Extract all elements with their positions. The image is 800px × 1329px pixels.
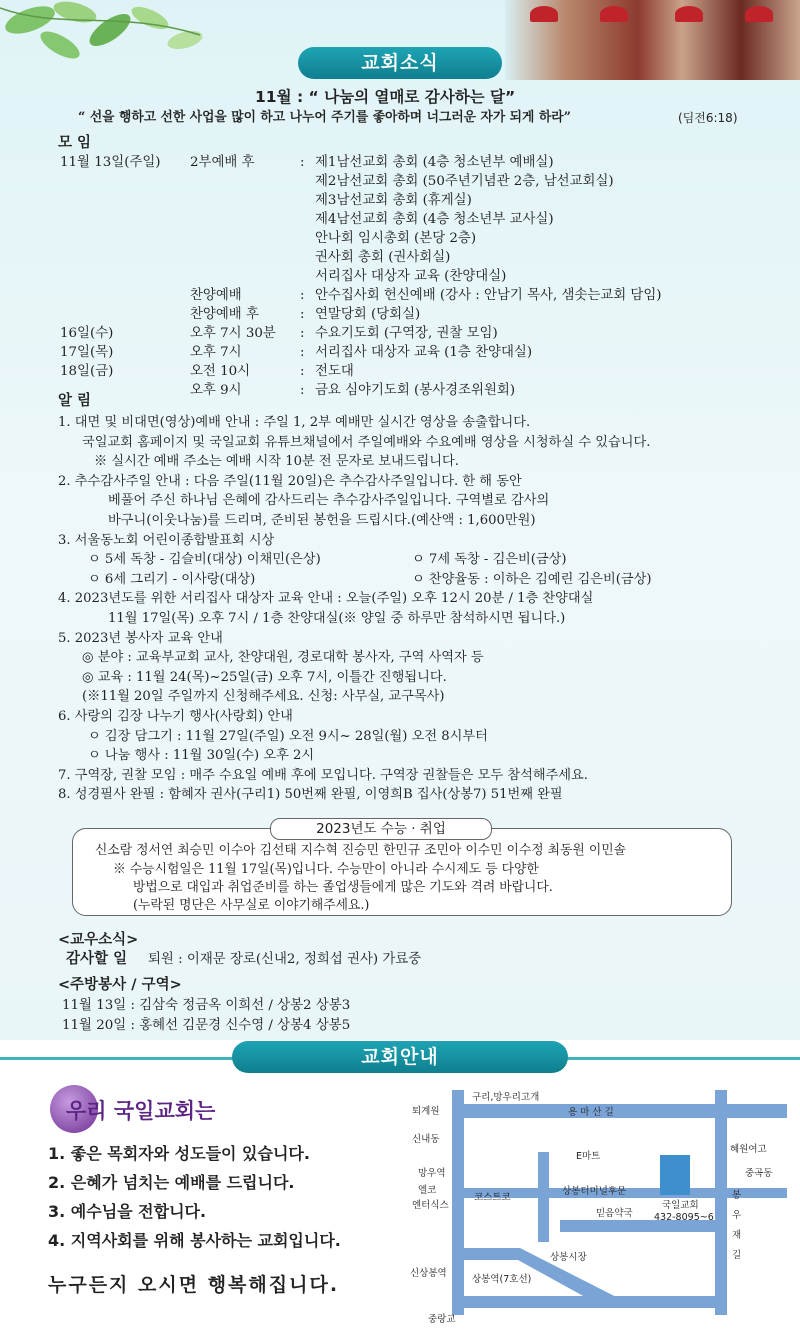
meeting-desc: 제1남선교회 총회 (4층 청소년부 예배실) (315, 155, 554, 170)
map-label-junggok: 중곡동 (745, 1168, 773, 1179)
meeting-sep: : (300, 155, 305, 170)
leaves-decoration (0, 0, 240, 80)
map-label-sangbong-station: 상봉역(7호선) (472, 1274, 532, 1285)
meeting-desc: 안수집사회 헌신예배 (강사 : 안남기 목사, 샘솟는교회 담임) (315, 288, 662, 303)
guide-item-1: 1. 좋은 목회자와 성도들이 있습니다. (48, 1144, 310, 1163)
meeting-time: 오후 9시 (190, 383, 242, 398)
map-label-gil: 길 (732, 1250, 742, 1261)
meeting-sep: : (300, 364, 305, 379)
map-label-pharmacy: 믿음약국 (596, 1208, 633, 1219)
kitchen-line-2: 11월 20일 : 홍혜선 김문경 신수영 / 상봉4 상봉5 (62, 1018, 351, 1033)
verse-reference: (딤전6:18) (678, 111, 738, 125)
meeting-desc: 전도대 (315, 364, 354, 379)
members-heading: <교우소식> (58, 932, 139, 948)
map-label-sinnae: 신내동 (412, 1134, 440, 1145)
meeting-time: 2부예배 후 (190, 155, 255, 170)
map-label-jae: 재 (732, 1230, 742, 1241)
meeting-time: 오후 7시 30분 (190, 326, 276, 341)
exam-box-label: 2023년도 수능 · 취업 (270, 818, 492, 840)
meeting-desc: 권사회 총회 (권사회실) (315, 250, 451, 265)
notice-line: ㅇ 찬양율동 : 이하은 김예린 김은비(금상) (412, 571, 652, 587)
meeting-time: 찬양예배 (190, 288, 242, 303)
exam-note-1: ※ 수능시험일은 11월 17일(목)입니다. 수능만이 아니라 수시제도 등 다양한 (113, 862, 539, 877)
map-label-guri: 구리,망우리고개 (472, 1092, 540, 1103)
map-label-hyewon: 혜원여고 (730, 1144, 767, 1155)
notice-line: 5. 2023년 봉사자 교육 안내 (58, 630, 223, 646)
guide-slogan: 누구든지 오시면 행복해집니다. (48, 1274, 340, 1296)
meeting-desc: 수요기도회 (구역장, 권찰 모임) (315, 326, 498, 341)
notices-heading: 알 림 (58, 393, 92, 409)
exam-note-3: (누락된 명단은 사무실로 이야기해주세요.) (133, 898, 370, 913)
month-theme: 11월 : “ 나눔의 열매로 감사하는 달” (255, 88, 516, 106)
theme-verse: “ 선을 행하고 선한 사업을 많이 하고 나누어 주기를 좋아하며 너그러운 자가 되게 하라” (78, 110, 571, 125)
members-label: 감사할 일 (66, 951, 128, 967)
kitchen-line-1: 11월 13일 : 김삼숙 정금옥 이희선 / 상봉2 상봉3 (62, 998, 351, 1013)
guide-item-3: 3. 예수님을 전합니다. (48, 1202, 207, 1221)
meeting-sep: : (300, 288, 305, 303)
notice-line: 4. 2023년도를 위한 서리집사 대상자 교육 안내 : 오늘(주일) 오후 12시 20분 / 1층 찬양대실 (58, 591, 594, 607)
meeting-sep: : (300, 383, 305, 398)
guide-intro: 우리 국일교회는 (66, 1099, 216, 1123)
meeting-sep: : (300, 307, 305, 322)
meeting-time: 오전 10시 (190, 364, 251, 379)
map-label-costco: 코스트코 (474, 1192, 511, 1203)
notice-line: 국일교회 홈페이지 및 국일교회 유튜브채널에서 주일예배와 수요예배 영상을 시청하실 수 있습니다. (82, 434, 651, 450)
map-label-mangu: 망우역 (418, 1168, 446, 1179)
meetings-heading: 모 임 (58, 135, 92, 151)
notice-line: ㅇ 나눔 행사 : 11월 30일(수) 오후 2시 (88, 748, 315, 764)
notice-line: 바구니(이웃나눔)를 드리며, 준비된 봉헌을 드립시다.(예산액 : 1,600만원) (108, 513, 536, 528)
notice-line: 6. 사랑의 김장 나누기 행사(사랑회) 안내 (58, 709, 293, 724)
map-label-toegyewon: 퇴계원 (412, 1106, 440, 1117)
members-text: 퇴원 : 이재문 장로(신내2, 정희섭 권사) 가료중 (148, 952, 422, 967)
map-label-sinsangbong: 신상봉역 (410, 1268, 447, 1279)
notice-line: 2. 추수감사주일 안내 : 다음 주일(11월 20일)은 추수감사주일입니다. 한 해 동안 (58, 473, 522, 489)
meeting-desc: 연말당회 (당회실) (315, 307, 421, 322)
notice-line: ㅇ 7세 독창 - 김은비(금상) (412, 552, 567, 568)
notice-line: ㅇ 6세 그리기 - 이사랑(대상) (88, 571, 256, 587)
notice-line: ※ 실시간 예배 주소는 예배 시작 10분 전 문자로 보내드립니다. (94, 454, 459, 470)
meeting-sep: : (300, 345, 305, 360)
notice-line: ◎ 교육 : 11월 24(목)~25일(금) 오후 7시, 이틀간 진행됩니다. (82, 669, 447, 685)
notice-line: (※11월 20일 주일까지 신청해주세요. 신청: 사무실, 교구목사) (82, 689, 445, 705)
meeting-time: 찬양예배 후 (190, 307, 259, 322)
meeting-desc: 제2남선교회 총회 (50주년기념관 2층, 남선교회실) (315, 174, 614, 189)
map-label-market: 상봉시장 (550, 1252, 587, 1263)
notice-line: 베풀어 주신 하나님 은혜에 감사드리는 추수감사주일입니다. 구역별로 감사의 (108, 493, 550, 509)
map-label-church: 국일교회 (662, 1200, 699, 1211)
meeting-time: 오후 7시 (190, 345, 242, 360)
notice-line: 11월 17일(목) 오후 7시 / 1층 찬양대실(※ 양일 중 하루만 참석하시면 됩니다.) (108, 611, 566, 626)
notice-line: ㅇ 5세 독창 - 김슬비(대상) 이채민(은상) (88, 552, 321, 568)
kitchen-heading: <주방봉사 / 구역> (58, 977, 182, 993)
map-label-entesix: 엔터식스 (412, 1200, 449, 1211)
meeting-date: 11월 13일(주일) (60, 155, 161, 170)
meeting-desc: 제4남선교회 총회 (4층 청소년부 교사실) (315, 212, 554, 227)
notice-line: ㅇ 김장 담그기 : 11월 27일(주일) 오전 9시~ 28일(월) 오전 8시부터 (88, 728, 488, 744)
notice-line: ◎ 분야 : 교육부교회 교사, 찬양대원, 경로대학 봉사자, 구역 사역자 등 (82, 650, 484, 666)
map-label-junghwa: 중랑교 (428, 1314, 456, 1325)
guide-item-2: 2. 은혜가 넘치는 예배를 드립니다. (48, 1173, 295, 1192)
church-building-icon (660, 1155, 690, 1195)
exam-names: 신소람 정서연 최승민 이수아 김선태 지수혁 진승민 한민규 조민아 이수민 이수정 최동원 이민솔 (95, 843, 626, 858)
map-label-phone: 432-8095~6 (654, 1212, 714, 1223)
church-location-map (400, 1080, 800, 1329)
map-label-u: 우 (732, 1210, 742, 1221)
meeting-date: 18일(금) (60, 364, 114, 379)
meeting-desc: 금요 심야기도회 (봉사경조위원회) (315, 383, 516, 398)
meeting-desc: 서리집사 대상자 교육 (찬양대실) (315, 269, 507, 284)
notice-line: 7. 구역장, 권찰 모임 : 매주 수요일 예배 후에 모입니다. 구역장 권찰들은 모두 참석해주세요. (58, 767, 588, 783)
church-news-title: 교회소식 (298, 47, 502, 79)
choir-photo (505, 0, 800, 80)
map-label-emart: E마트 (576, 1151, 601, 1162)
guide-item-4: 4. 지역사회를 위해 봉사하는 교회입니다. (48, 1231, 341, 1250)
notice-line: 3. 서울동노회 어린이종합발표회 시상 (58, 532, 275, 548)
map-label-bong: 봉 (732, 1190, 742, 1201)
meeting-desc: 안나회 임시총회 (본당 2층) (315, 231, 477, 246)
map-label-yongmasan: 용 마 산 길 (568, 1107, 614, 1118)
meeting-desc: 제3남선교회 총회 (휴게실) (315, 193, 472, 208)
church-guide-title: 교회안내 (232, 1041, 568, 1073)
map-label-terminal: 상봉터미널후문 (562, 1186, 627, 1197)
notice-line: 8. 성경필사 완필 : 함혜자 권사(구리1) 50번째 완필, 이영희B 집사(상봉7) 51번째 완필 (58, 787, 563, 803)
notice-line: 1. 대면 및 비대면(영상)예배 안내 : 주일 1, 2부 예배만 실시간 영상을 송출합니다. (58, 415, 531, 430)
meeting-sep: : (300, 326, 305, 341)
map-label-elco: 엘코 (418, 1185, 437, 1196)
meeting-date: 16일(수) (60, 326, 114, 341)
meeting-desc: 서리집사 대상자 교육 (1층 찬양대실) (315, 345, 533, 360)
meeting-date: 17일(목) (60, 345, 114, 360)
exam-box (72, 828, 732, 916)
exam-note-2: 방법으로 대입과 취업준비를 하는 졸업생들에게 많은 기도와 격려 바랍니다. (133, 880, 553, 895)
